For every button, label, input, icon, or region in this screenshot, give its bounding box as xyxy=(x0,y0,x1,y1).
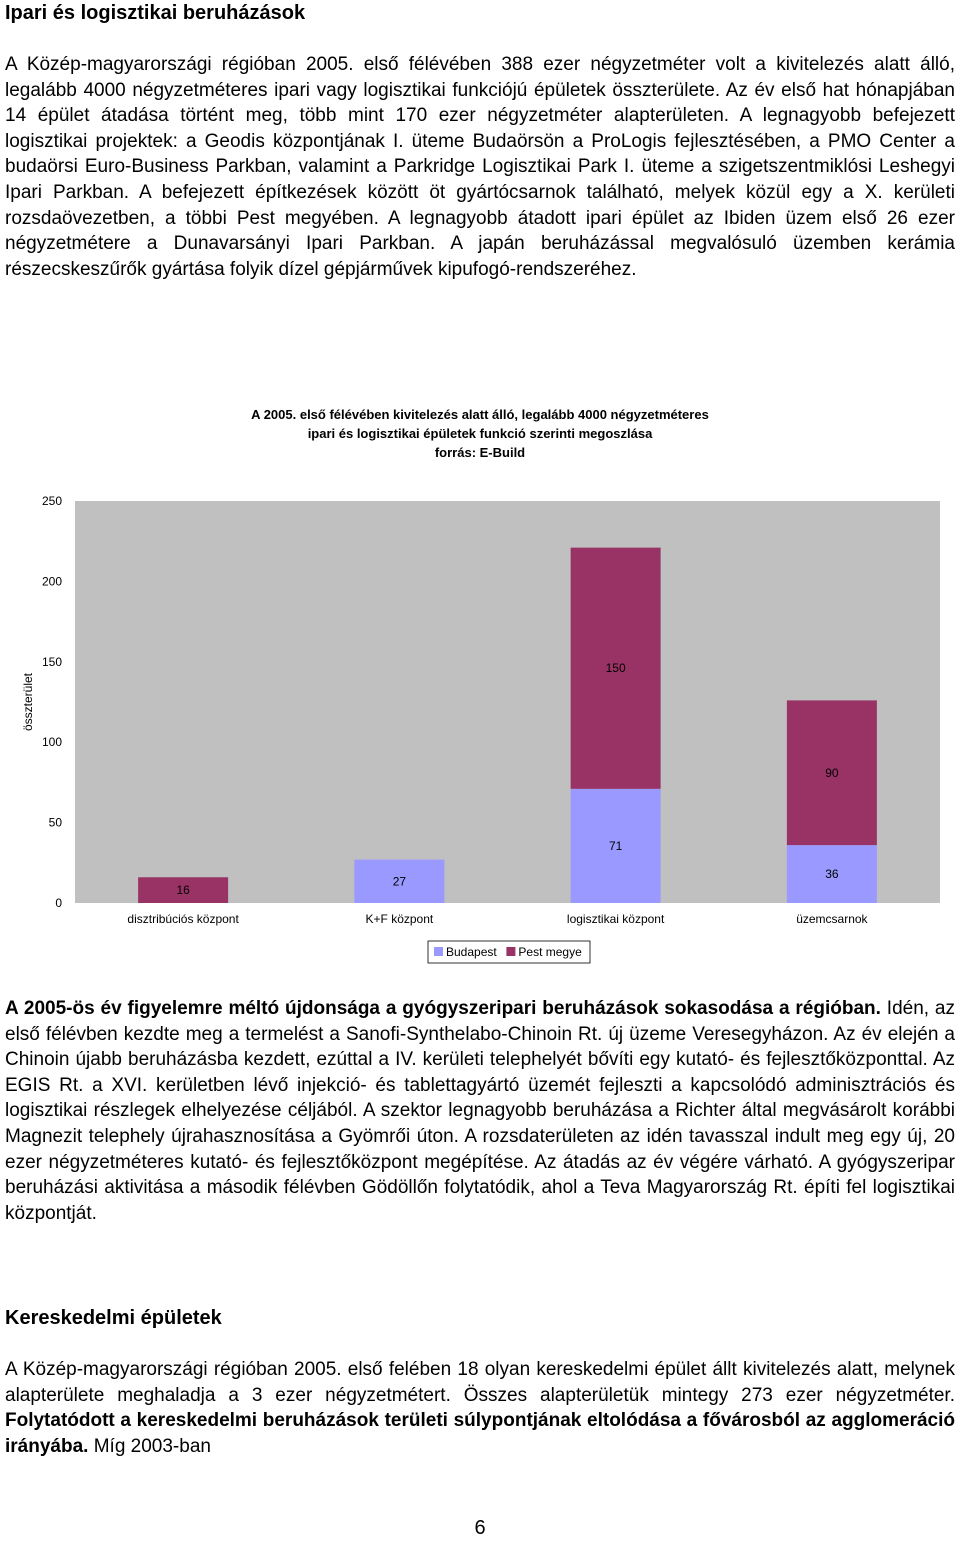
paragraph-pharma-lead: A 2005-ös év figyelemre méltó újdonsága a gyógyszeripari beruházások sokasodása a régióban. xyxy=(5,998,881,1019)
paragraph-pharma xyxy=(5,996,955,1226)
x-axis-ticks xyxy=(127,912,868,926)
section-title-industrial: Ipari és logisztikai beruházások xyxy=(5,2,306,24)
data-label: 71 xyxy=(608,838,623,853)
page-number: 6 xyxy=(474,1517,486,1539)
bar-chart-svg xyxy=(0,395,960,975)
paragraph-retail-tail: Míg 2003-ban xyxy=(88,1435,211,1457)
paragraph-retail-bold: Folytatódott a kereskedelmi beruházások területi súlypontjának eltolódása a fővárosból az agglomeráció irányába. xyxy=(5,1410,955,1457)
y-axis-label: összterület xyxy=(21,672,35,732)
section-title-retail: Kereskedelmi épületek xyxy=(5,1307,222,1329)
paragraph-pharma-body: Idén, az első félévben kezdte meg a termelést a Sanofi-Synthelabo-Chinoin Rt. új üzeme Veresegyházon. Az év elején a Chinoin újabb beruházásba kezdett, ezúttal a IV. kerületi telephelyét bővíti egy kutató- és fejlesztőközponttal. Az EGIS Rt. a XVI. kerületben lévő injekció- és tablettagyártó üzemét fejleszti a kapcsolódó adminisztrációs és logisztikai részlegek elhelyezése céljából. A szektor legnagyobb beruházása a Richter által megvásárolt korábbi Magnezit telephely újrahasznosítása a Gyömrői úton. A rozsdaterületen az idén tavasszal indult meg egy új, 20 ezer négyzetméteres kutató- és fejlesztőközpont megépítése. Az átadás az év végére várható. A gyógyszeripar beruházási aktivitása a második félévben Gödöllőn folytatódik, ahol a Teva Magyarország Rt. építi fel logisztikai központját. xyxy=(5,998,955,1224)
x-tick-label: K+F központ xyxy=(365,912,434,926)
x-tick-label: üzemcsarnok xyxy=(796,912,868,926)
x-tick-label: logisztikai központ xyxy=(566,912,665,926)
y-tick-label: 250 xyxy=(41,494,62,508)
data-label: 150 xyxy=(605,661,626,676)
data-label: 27 xyxy=(392,874,407,889)
legend-swatch xyxy=(506,947,515,956)
chart-title-line: ipari és logisztikai épületek funkció szerinti megoszlása xyxy=(307,426,653,441)
paragraph-retail-body: A Közép-magyarországi régióban 2005. első felében 18 olyan kereskedelmi épület állt kivitelezés alatt, melynek alapterülete meghaladja a 3 ezer négyzetmétert. Összes alapterületük mintegy 273 ezer négyzetméter. xyxy=(5,1359,955,1406)
data-label: 36 xyxy=(825,867,839,882)
paragraph-industrial xyxy=(5,52,955,282)
y-tick-label: 100 xyxy=(41,735,62,750)
chart-title-line: A 2005. első félévében kivitelezés alatt álló, legalább 4000 négyzetméteres xyxy=(251,407,709,422)
paragraph-retail xyxy=(5,1357,955,1459)
bar-chart xyxy=(0,395,960,975)
y-axis-ticks xyxy=(42,494,62,910)
chart-legend xyxy=(428,941,590,963)
y-tick-label: 50 xyxy=(48,815,62,830)
chart-title-line: forrás: E-Build xyxy=(434,445,526,460)
data-label: 90 xyxy=(825,765,839,780)
legend-label: Pest megye xyxy=(518,945,582,959)
paragraph-industrial-text: A Közép-magyarországi régióban 2005. első félévében 388 ezer négyzetméter volt a kivitelezés alatt álló, legalább 4000 négyzetméteres ipari vagy logisztikai funkciójú épületek összterülete. Az év első hat hónapjában 14 épület átadása történt meg, több mint 170 ezer négyzetméter alapterületen. A legnagyobb befejezett logisztikai projektek: a Geodis központjának I. üteme Budaörsön a ProLogis fejlesztésében, a PMO Center a budaörsi Euro-Business Parkban, valamint a Parkridge Logisztikai Park I. üteme a szigetszentmiklósi Leshegyi Ipari Parkban. A befejezett építkezések között öt gyártócsarnok található, melyek közül egy a X. kerületi rozsdaövezetben, a többi Pest megyében. A legnagyobb átadott ipari épület az Ibiden üzem első 26 ezer négyzetmétere a Dunavarsányi Ipari Parkban. A japán beruházással megvalósuló üzemben kerámia részecskeszűrők gyártása folyik dízel gépjárművek kipufogó-rendszeréhez. xyxy=(5,54,955,280)
chart-title xyxy=(251,407,709,460)
y-tick-label: 150 xyxy=(41,654,62,669)
y-tick-label: 200 xyxy=(41,574,62,589)
data-label: 16 xyxy=(176,883,190,898)
y-tick-label: 0 xyxy=(55,896,62,910)
legend-label: Budapest xyxy=(446,945,497,959)
x-tick-label: disztribúciós központ xyxy=(127,912,239,926)
legend-swatch xyxy=(434,947,443,956)
